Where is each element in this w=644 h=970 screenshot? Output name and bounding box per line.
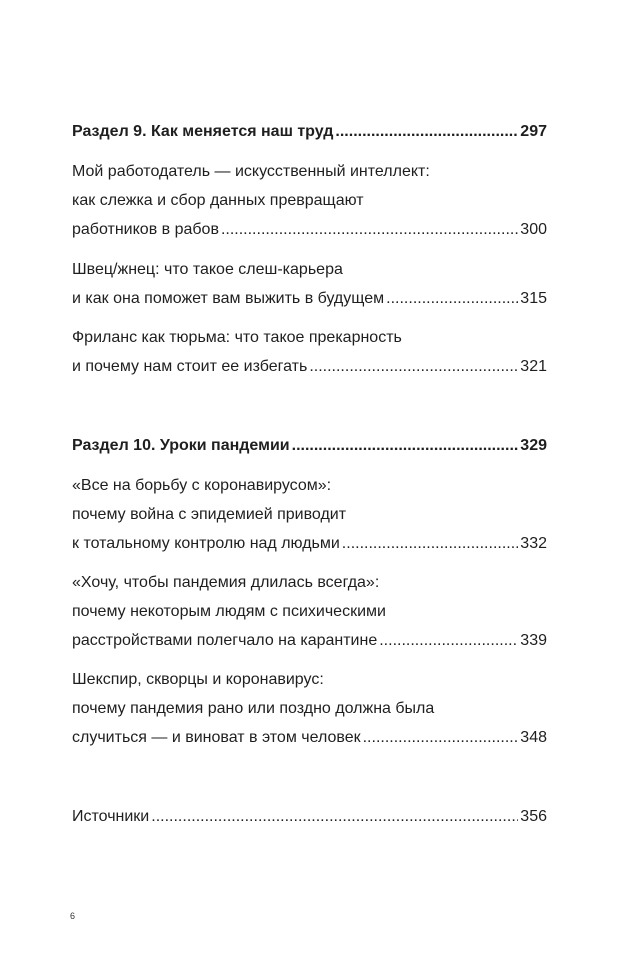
toc-entry-title: и почему нам стоит ее избегать (72, 358, 308, 375)
toc-entry-line: «Все на борьбу с коронавирусом»: (72, 477, 332, 494)
toc-entry-line: Фриланс как тюрьма: что такое прекарность (72, 329, 402, 346)
toc-entry-title: работников в рабов (72, 221, 219, 238)
toc-entry-4[interactable] (72, 532, 547, 556)
toc-page-number: 297 (520, 123, 547, 140)
toc-section-10[interactable] (72, 434, 547, 458)
toc-entry-2[interactable] (72, 287, 547, 311)
toc-page-number: 321 (520, 358, 547, 375)
toc-entry-title: расстройствами полегчало на карантине (72, 632, 378, 649)
page-folio: 6 (70, 911, 76, 921)
dot-leader (379, 629, 518, 653)
toc-entry-line: почему некоторым людям с психическими (72, 603, 386, 620)
dot-leader (342, 532, 519, 556)
toc-page-number: 348 (520, 729, 547, 746)
toc-entry-line: как слежка и сбор данных превращают (72, 192, 364, 209)
toc-entry-line: «Хочу, чтобы пандемия длилась всегда»: (72, 574, 380, 591)
toc-entry-title: случиться — и виноват в этом человек (72, 729, 361, 746)
toc-page-number: 315 (520, 290, 547, 307)
toc-entry-6[interactable] (72, 726, 547, 750)
toc-page-number: 332 (520, 535, 547, 552)
toc-section-title: Раздел 10. Уроки пандемии (72, 437, 290, 454)
toc-page-number: 329 (520, 437, 547, 454)
dot-leader (386, 287, 518, 311)
toc-section-title: Раздел 9. Как меняется наш труд (72, 123, 334, 140)
dot-leader (292, 434, 519, 458)
toc-sources-title: Источники (72, 808, 150, 825)
dot-leader (151, 805, 518, 829)
toc-page-number: 300 (520, 221, 547, 238)
toc-section-9[interactable] (72, 120, 547, 144)
toc-page-number: 339 (520, 632, 547, 649)
toc-entry-1[interactable] (72, 218, 547, 242)
toc-entry-line: почему пандемия рано или поздно должна была (72, 700, 435, 717)
dot-leader (335, 120, 518, 144)
toc-entry-line: Швец/жнец: что такое слеш-карьера (72, 261, 343, 278)
toc-entry-line: Мой работодатель — искусственный интеллект: (72, 163, 430, 180)
toc-entry-title: к тотальному контролю над людьми (72, 535, 340, 552)
dot-leader (363, 726, 519, 750)
toc-page-number: 356 (520, 808, 547, 825)
dot-leader (221, 218, 518, 242)
dot-leader (309, 355, 518, 379)
toc-entry-line: Шекспир, скворцы и коронавирус: (72, 671, 324, 688)
toc-entry-5[interactable] (72, 629, 547, 653)
toc-entry-3[interactable] (72, 355, 547, 379)
toc-entry-line: почему война с эпидемией приводит (72, 506, 347, 523)
toc-entry-title: и как она поможет вам выжить в будущем (72, 290, 385, 307)
toc-sources[interactable] (72, 805, 547, 829)
